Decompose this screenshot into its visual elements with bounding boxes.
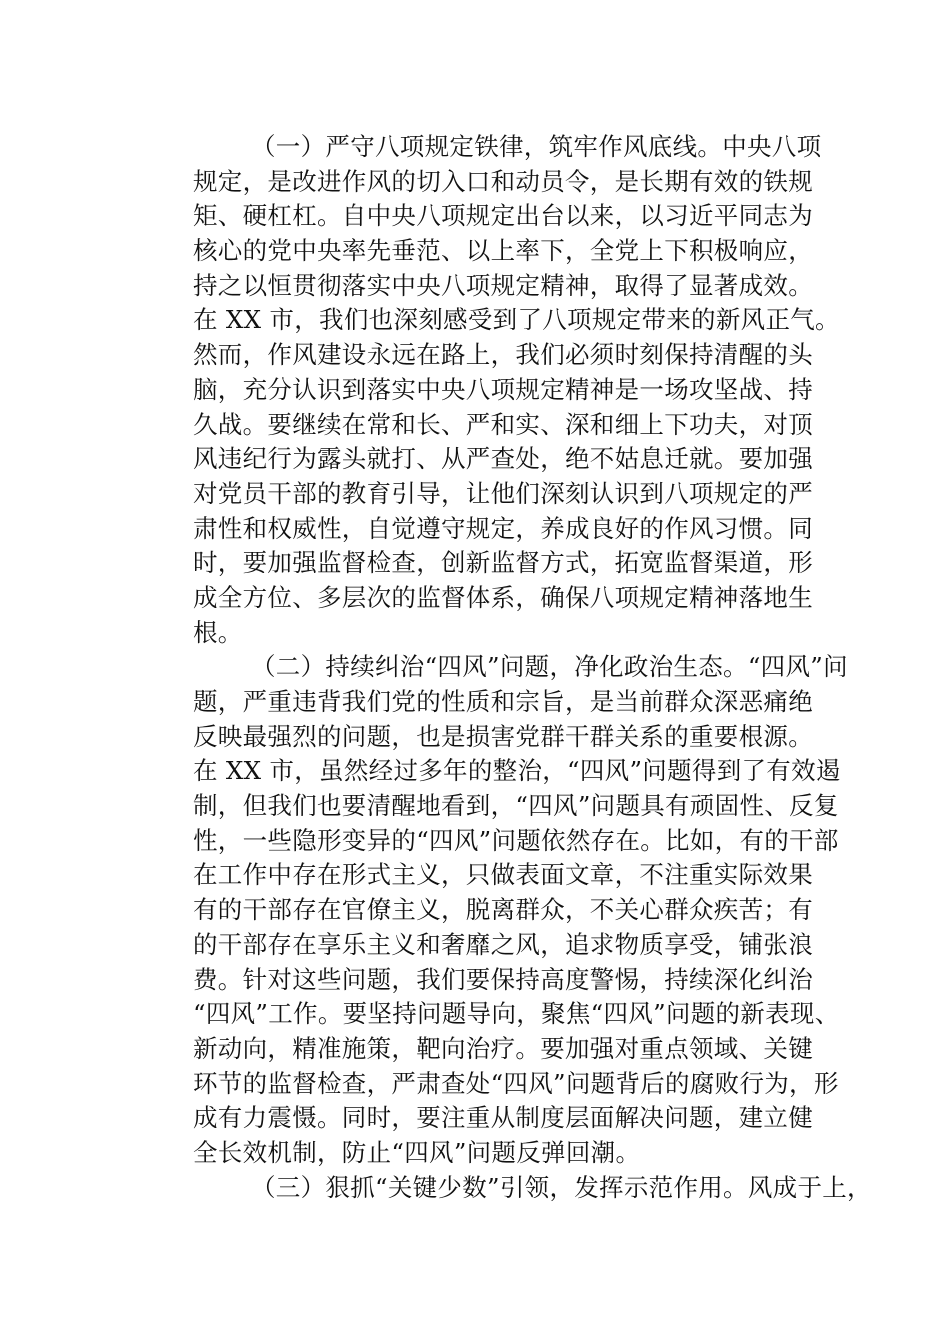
text-line: 对党员干部的教育引导，让他们深刻认识到八项规定的严 bbox=[193, 478, 813, 508]
text-line: 成有力震慑。同时，要注重从制度层面解决问题，建立健 bbox=[193, 1103, 813, 1133]
text-line: 有的干部存在官僚主义，脱离群众，不关心群众疾苦；有 bbox=[193, 895, 813, 925]
text-line: 题，严重违背我们党的性质和宗旨，是当前群众深恶痛绝 bbox=[193, 687, 813, 716]
text-line: （二）持续纠治“四风”问题，净化政治生态。“四风”问 bbox=[251, 652, 848, 682]
text-line: 规定，是改进作风的切入口和动员令，是长期有效的铁规 bbox=[193, 166, 813, 196]
text-line: 新动向，精准施策，靶向治疗。要加强对重点领域、关键 bbox=[193, 1033, 813, 1063]
text-line: 久战。要继续在常和长、严和实、深和细上下功夫，对顶 bbox=[193, 409, 813, 439]
text-line: 时，要加强监督检查，创新监督方式，拓宽监督渠道，形 bbox=[193, 548, 813, 578]
text-line: 制，但我们也要清醒地看到，“四风”问题具有顽固性、反复 bbox=[193, 791, 839, 821]
paragraph-3 bbox=[144, 1171, 872, 1206]
text-line: 性，一些隐形变异的“四风”问题依然存在。比如，有的干部 bbox=[193, 825, 839, 855]
document-body bbox=[144, 130, 872, 1205]
text-line: 然而，作风建设永远在路上，我们必须时刻保持清醒的头 bbox=[193, 340, 813, 370]
text-line: 环节的监督检查，严肃查处“四风”问题背后的腐败行为，形 bbox=[193, 1068, 839, 1098]
text-line: 反映最强烈的问题，也是损害党群干群关系的重要根源。 bbox=[193, 721, 813, 751]
text-line: 成全方位、多层次的监督体系，确保八项规定精神落地生 bbox=[193, 582, 813, 612]
text-line: 费。针对这些问题，我们要保持高度警惕，持续深化纠治 bbox=[193, 964, 813, 994]
text-line: “四风”工作。要坚持问题导向，聚焦“四风”问题的新表现、 bbox=[193, 999, 840, 1029]
text-line: 风违纪行为露头就打、从严查处，绝不姑息迁就。要加强 bbox=[193, 444, 813, 474]
text-line: 的干部存在享乐主义和奢靡之风，追求物质享受，铺张浪 bbox=[193, 929, 813, 959]
text-line: 在 XX 市，虽然经过多年的整治，“四风”问题得到了有效遏 bbox=[193, 756, 841, 786]
paragraph-2 bbox=[144, 650, 848, 1170]
text-line: 肃性和权威性，自觉遵守规定，养成良好的作风习惯。同 bbox=[193, 513, 813, 543]
text-line: 全长效机制，防止“四风”问题反弹回潮。 bbox=[193, 1137, 641, 1167]
text-line: 在 XX 市，我们也深刻感受到了八项规定带来的新风正气。 bbox=[193, 305, 840, 335]
text-line: 在工作中存在形式主义，只做表面文章，不注重实际效果 bbox=[193, 860, 813, 890]
text-line: 持之以恒贯彻落实中央八项规定精神，取得了显著成效。 bbox=[193, 270, 813, 300]
text-line: 核心的党中央率先垂范、以上率下，全党上下积极响应， bbox=[193, 236, 813, 266]
text-line: 脑，充分认识到落实中央八项规定精神是一场攻坚战、持 bbox=[193, 374, 813, 404]
text-line: 根。 bbox=[193, 617, 243, 647]
text-line: （三）狠抓“关键少数”引领，发挥示范作用。风成于上， bbox=[251, 1172, 872, 1202]
paragraph-1 bbox=[144, 130, 840, 650]
text-line: （一）严守八项规定铁律，筑牢作风底线。中央八项 bbox=[251, 132, 822, 161]
text-line: 矩、硬杠杠。自中央八项规定出台以来，以习近平同志为 bbox=[193, 201, 813, 231]
